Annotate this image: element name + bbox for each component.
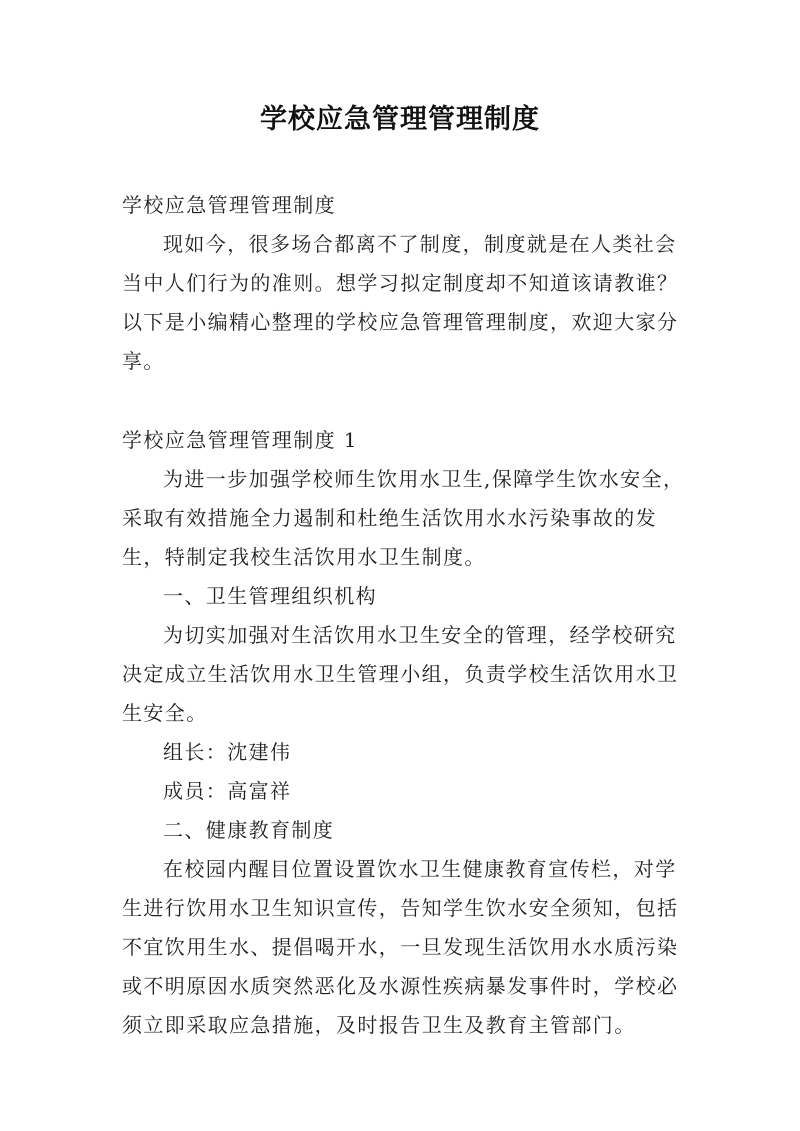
paragraph-spacer	[122, 381, 688, 421]
document-body	[122, 186, 688, 1045]
document-title: 学校应急管理管理制度	[260, 104, 540, 135]
subheading-organization: 一、卫生管理组织机构	[163, 584, 377, 608]
organization-paragraph: 为切实加强对生活饮用水卫生安全的管理，经学校研究决定成立生活饮用水卫生管理小组，负责学校生活饮用水卫生安全。	[122, 623, 679, 725]
health-education-paragraph: 在校园内醒目位置设置饮水卫生健康教育宣传栏，对学生进行饮用水卫生知识宣传，告知学生饮水安全须知，包括不宜饮用生水、提倡喝开水，一旦发现生活饮用水水质污染或不明原因水质突然恶化及水源性疾病暴发事件时，学校必须立即采取应急措施，及时报告卫生及教育主管部门。	[122, 857, 679, 1037]
subheading-health-education: 二、健康教育制度	[163, 818, 335, 842]
section-1-paragraph: 为进一步加强学校师生饮用水卫生,保障学生饮水安全，采取有效措施全力遏制和杜绝生活饮用水水污染事故的发生，特制定我校生活饮用水卫生制度。	[122, 467, 685, 569]
intro-paragraph: 现如今，很多场合都离不了制度，制度就是在人类社会当中人们行为的准则。想学习拟定制度却不知道该请教谁？以下是小编精心整理的学校应急管理管理制度，欢迎大家分享。	[122, 232, 679, 373]
intro-heading: 学校应急管理管理制度	[122, 193, 336, 217]
members-line: 成员：高富祥	[163, 779, 292, 803]
group-leader-line: 组长：沈建伟	[163, 740, 292, 764]
section-1-heading: 学校应急管理管理制度 1	[122, 428, 358, 452]
